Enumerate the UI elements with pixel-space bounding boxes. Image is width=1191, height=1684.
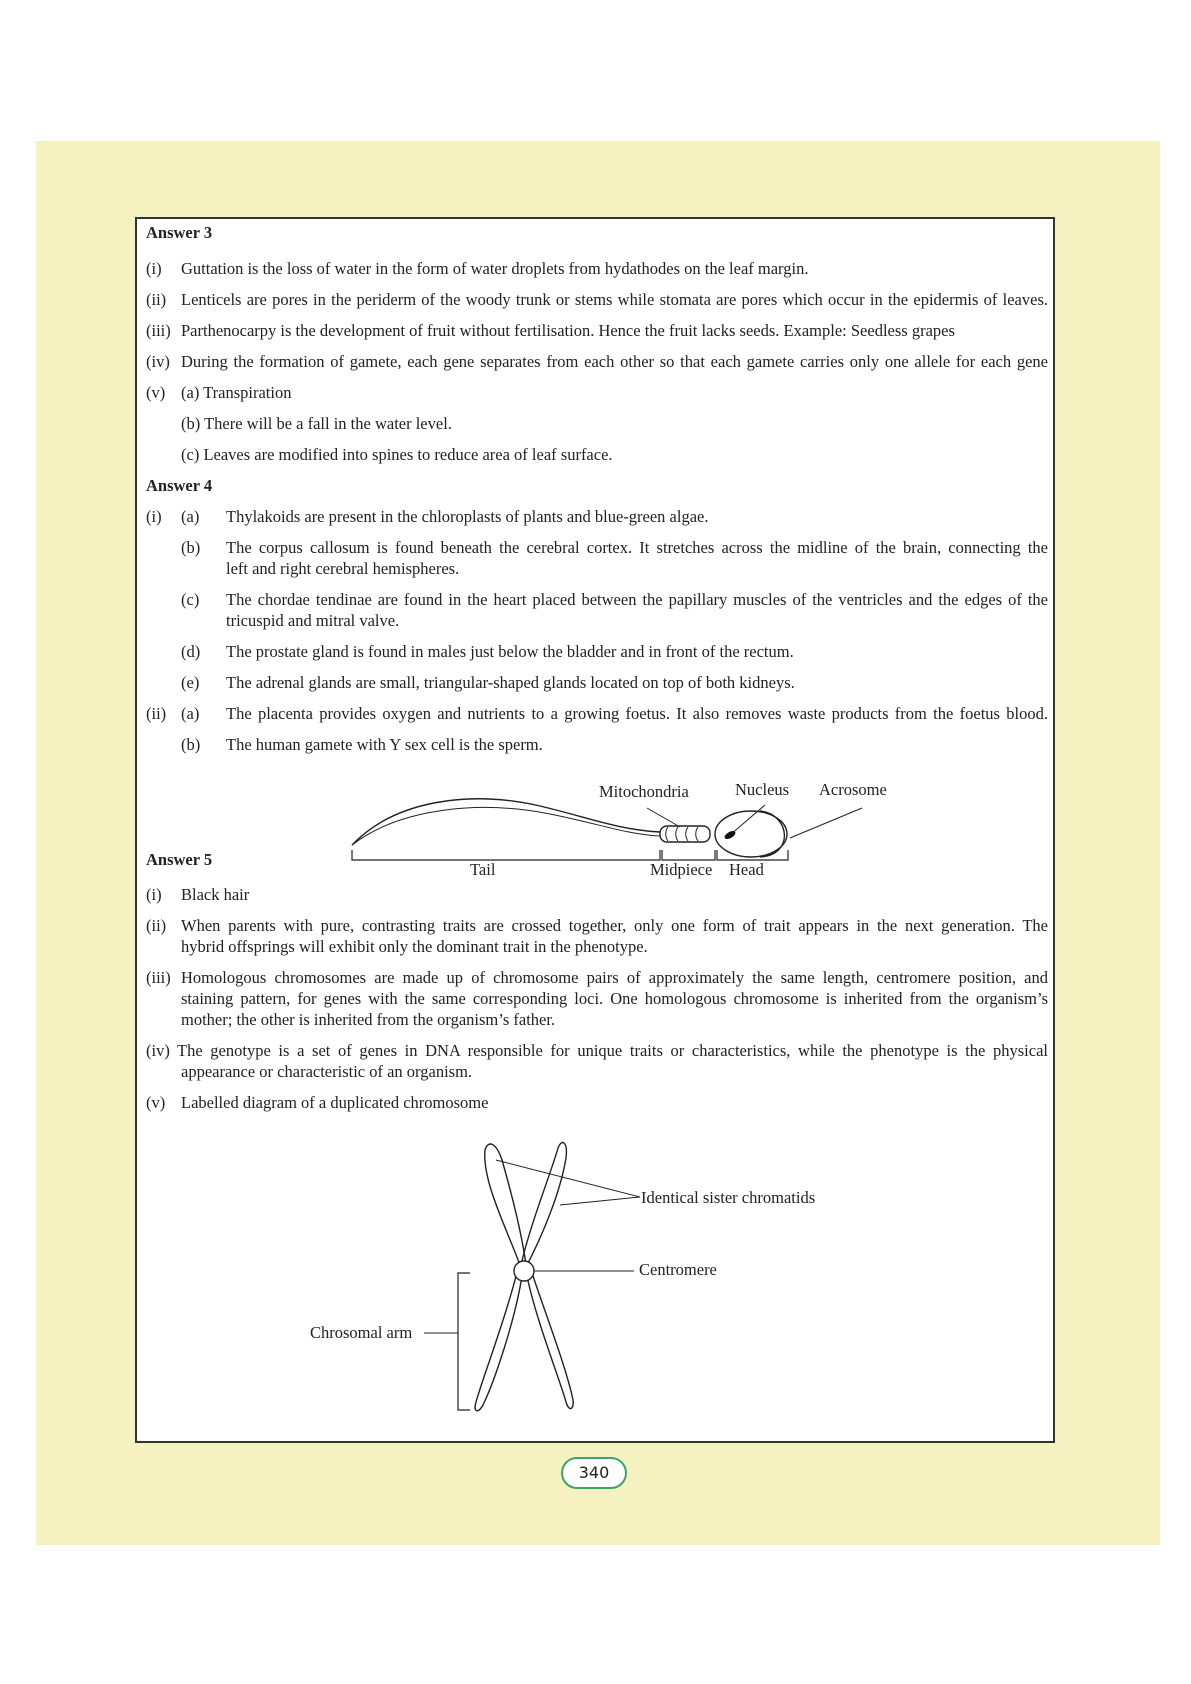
answer-4-item-letter: (a) xyxy=(181,704,200,723)
answer-4-item-letter: (d) xyxy=(181,642,201,661)
answer-4-item-text-cont: left and right cerebral hemispheres. xyxy=(226,559,460,578)
centromere xyxy=(514,1261,534,1281)
label-midpiece: Midpiece xyxy=(650,860,713,879)
answer-4-heading: Answer 4 xyxy=(146,476,213,495)
answer-5-item-num: (iv) xyxy=(146,1041,170,1060)
answer-4-item-letter: (b) xyxy=(181,735,201,754)
answer-5-item-text: Black hair xyxy=(181,885,250,904)
answer-3-sub-b: (b) There will be a fall in the water level. xyxy=(181,414,452,433)
answer-4-item-letter: (c) xyxy=(181,590,200,609)
answer-3-item-num: (ii) xyxy=(146,290,167,309)
answer-5-item-num: (v) xyxy=(146,1093,166,1112)
answer-4-part-i: (i) xyxy=(146,507,162,526)
answer-5-item-num: (ii) xyxy=(146,916,167,935)
answer-4-part-ii: (ii) xyxy=(146,704,167,723)
answer-3-item-text: Parthenocarpy is the development of fruit without fertilisation. Hence the fruit lacks seeds. Example: Seedless grapes xyxy=(181,321,955,340)
answer-4-item-letter: (a) xyxy=(181,507,200,526)
answer-4-item-text: The prostate gland is found in males just below the bladder and in front of the rectum. xyxy=(226,642,794,661)
answer-5-item-text-cont: appearance or characteristic of an organism. xyxy=(181,1062,473,1081)
label-mitochondria: Mitochondria xyxy=(599,782,689,801)
answer-4-item-text: The human gamete with Y sex cell is the sperm. xyxy=(226,735,543,754)
answer-4-item-text: The placenta provides oxygen and nutrients to a growing foetus. It also removes waste products from the foetus blood. xyxy=(226,704,1048,723)
answer-3-item-text: (a) Transpiration xyxy=(181,383,292,402)
answer-3-item-num: (iii) xyxy=(146,321,171,340)
answer-3-sub-c: (c) Leaves are modified into spines to reduce area of leaf surface. xyxy=(181,445,613,464)
answer-3-item-num: (i) xyxy=(146,259,162,278)
chromatid-arm xyxy=(521,1143,566,1265)
answer-5-item-num: (i) xyxy=(146,885,162,904)
label-acrosome: Acrosome xyxy=(819,780,887,799)
answer-5-heading: Answer 5 xyxy=(146,850,213,869)
answer-5-item-num: (iii) xyxy=(146,968,171,987)
answer-3-heading: Answer 3 xyxy=(146,223,213,242)
answer-4-item-text: The chordae tendinae are found in the heart placed between the papillary muscles of the ventricles and the edges of the xyxy=(226,590,1048,609)
answer-5-item-text: Homologous chromosomes are made up of chromosome pairs of approximately the same length, centromere position, and xyxy=(181,968,1048,987)
answer-4-item-text-cont: tricuspid and mitral valve. xyxy=(226,611,400,630)
answer-3-item-num: (iv) xyxy=(146,352,170,371)
answer-5-item-text: The genotype is a set of genes in DNA responsible for unique traits or characteristics, while the phenotype is the physical xyxy=(177,1041,1048,1060)
answer-3-item-text: Guttation is the loss of water in the form of water droplets from hydathodes on the leaf margin. xyxy=(181,259,809,278)
chromatid-arm xyxy=(527,1276,573,1409)
label-centromere: Centromere xyxy=(639,1260,717,1279)
answer-5-item-text-cont: staining pattern, for genes with the same corresponding loci. One homologous chromosome is inherited from the organism’s xyxy=(181,989,1048,1008)
answer-3-item-num: (v) xyxy=(146,383,166,402)
label-nucleus: Nucleus xyxy=(735,780,790,799)
answer-5-item-text: When parents with pure, contrasting traits are crossed together, only one form of trait appears in the next generation. The xyxy=(181,916,1048,935)
label-chromosomal-arm: Chrosomal arm xyxy=(310,1323,413,1342)
answer-4-item-text: The corpus callosum is found beneath the cerebral cortex. It stretches across the midline of the brain, connecting the xyxy=(226,538,1048,557)
answer-4-item-text: The adrenal glands are small, triangular-shaped glands located on top of both kidneys. xyxy=(226,673,795,692)
answer-4-item-text: Thylakoids are present in the chloroplasts of plants and blue-green algae. xyxy=(226,507,709,526)
label-sister-chromatids: Identical sister chromatids xyxy=(641,1188,816,1207)
chromatid-arm xyxy=(475,1276,522,1411)
answer-5-item-text-cont: mother; the other is inherited from the organism’s father. xyxy=(181,1010,556,1029)
answer-3-item-text: During the formation of gamete, each gene separates from each other so that each gamete carries only one allele for each gene xyxy=(181,352,1048,371)
label-head: Head xyxy=(729,860,764,879)
answer-4-item-letter: (e) xyxy=(181,673,200,692)
answer-4-item-letter: (b) xyxy=(181,538,201,557)
answer-5-item-text: Labelled diagram of a duplicated chromosome xyxy=(181,1093,489,1112)
answer-3-item-text: Lenticels are pores in the periderm of the woody trunk or stems while stomata are pores which occur in the epidermis of leaves. xyxy=(181,290,1048,309)
answer-5-item-text-cont: hybrid offsprings will exhibit only the dominant trait in the phenotype. xyxy=(181,937,648,956)
page-number: 340 xyxy=(561,1457,627,1489)
label-tail: Tail xyxy=(470,860,496,879)
